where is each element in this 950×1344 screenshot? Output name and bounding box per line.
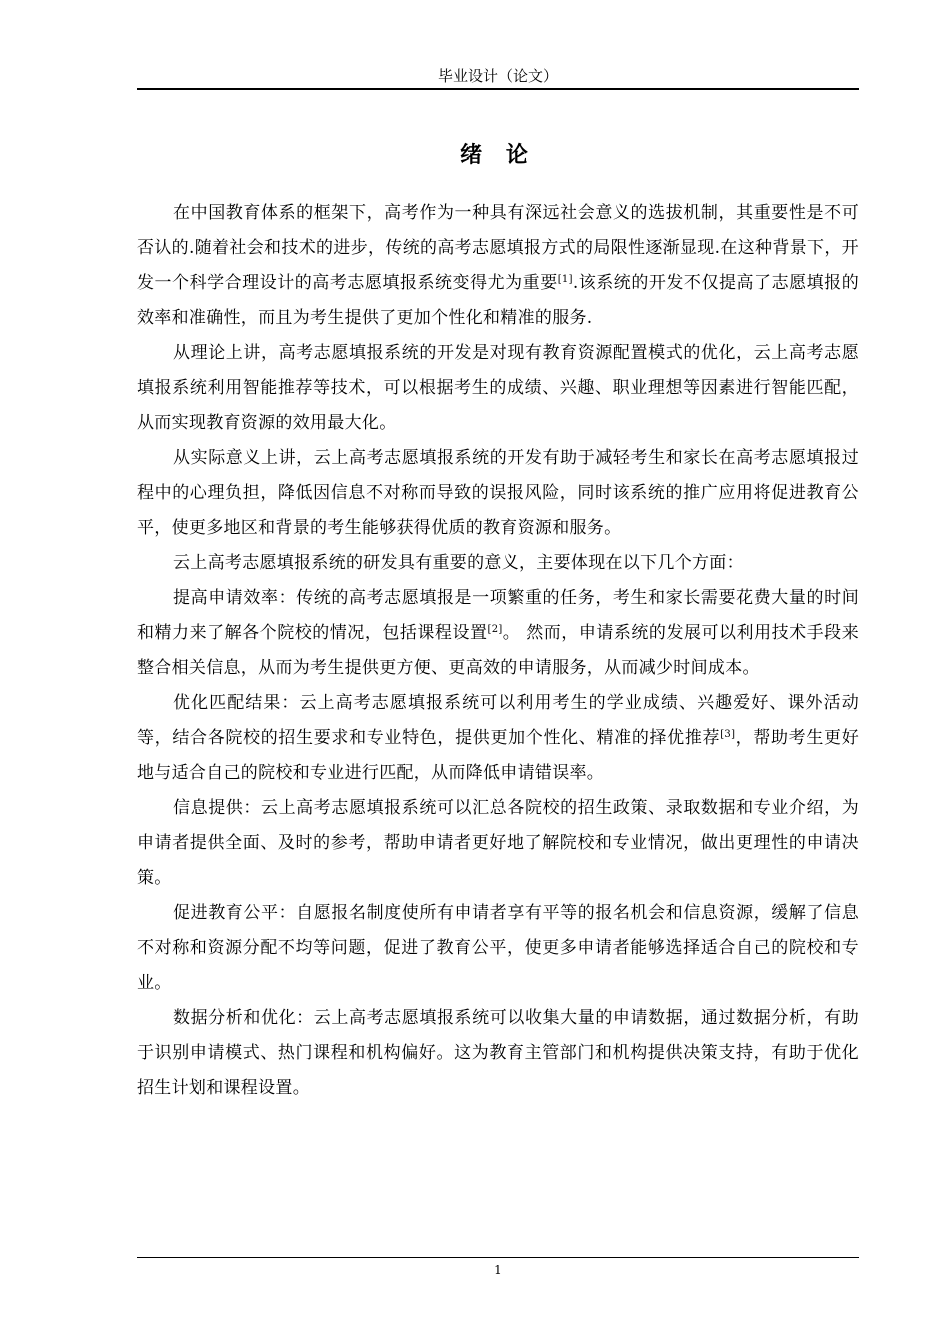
citation-ref[interactable]: [1] xyxy=(557,274,573,285)
page-header: 毕业设计（论文） xyxy=(437,67,558,85)
paragraph-text: ，帮助考生更好地与适合自己的院校和专业进行匹配，从而降低申请错误率。 xyxy=(137,728,859,783)
paragraph-7: 信息提供：云上高考志愿填报系统可以汇总各院校的招生政策、录取数据和专业介绍，为申请者提供全面、及时的参考，帮助申请者更好地了解院校和专业情况，做出更理性的申请决策。 xyxy=(137,798,859,888)
paragraph-3: 从实际意义上讲，云上高考志愿填报系统的开发有助于减轻考生和家长在高考志愿填报过程中的心理负担，降低因信息不对称而导致的误报风险，同时该系统的推广应用将促进教育公平，使更多地区和背景的考生能够获得优质的教育资源和服务。 xyxy=(137,448,859,538)
paragraph-text: .该系统的开发不仅提高了志愿填报的效率和准确性，而且为考生提供了更加个性化和精准的服务. xyxy=(137,273,859,328)
paragraph-8: 促进教育公平：自愿报名制度使所有申请者享有平等的报名机会和信息资源，缓解了信息不对称和资源分配不均等问题，促进了教育公平，使更多申请者能够选择适合自己的院校和专业。 xyxy=(137,903,859,993)
section-title: 绪 论 xyxy=(460,143,536,168)
page-number: 1 xyxy=(494,1263,502,1277)
citation-ref[interactable]: [2] xyxy=(487,624,503,635)
paragraph-9: 数据分析和优化：云上高考志愿填报系统可以收集大量的申请数据，通过数据分析，有助于识别申请模式、热门课程和机构偏好。这为教育主管部门和机构提供决策支持，有助于优化招生计划和课程设置。 xyxy=(137,1008,859,1098)
paragraph-5 xyxy=(137,581,859,686)
body-text xyxy=(137,196,859,1106)
paragraph-4: 云上高考志愿填报系统的研发具有重要的意义，主要体现在以下几个方面： xyxy=(173,553,744,573)
header-rule xyxy=(137,88,859,90)
paragraph-text: 。 然而，申请系统的发展可以利用技术手段来整合相关信息，从而为考生提供更方便、更高效的申请服务，从而减少时间成本。 xyxy=(137,623,860,678)
paragraph-1 xyxy=(137,196,859,336)
footer-rule xyxy=(137,1257,859,1258)
citation-ref[interactable]: [3] xyxy=(720,729,736,740)
paragraph-text: 提高申请效率：传统的高考志愿填报是一项繁重的任务，考生和家长需要花费大量的时间和精力来了解各个院校的情况，包括课程设置 xyxy=(137,588,859,643)
paragraph-2: 从理论上讲，高考志愿填报系统的开发是对现有教育资源配置模式的优化，云上高考志愿填报系统利用智能推荐等技术，可以根据考生的成绩、兴趣、职业理想等因素进行智能匹配，从而实现教育资源的效用最大化。 xyxy=(137,343,859,433)
paragraph-6 xyxy=(137,686,859,791)
paragraph-text: 优化匹配结果：云上高考志愿填报系统可以利用考生的学业成绩、兴趣爱好、课外活动等，结合各院校的招生要求和专业特色，提供更加个性化、精准的择优推荐 xyxy=(137,693,859,748)
paragraph-text: 在中国教育体系的框架下，高考作为一种具有深远社会意义的选拔机制，其重要性是不可否认的.随着社会和技术的进步，传统的高考志愿填报方式的局限性逐渐显现.在这种背景下，开发一个科学合理设计的高考志愿填报系统变得尤为重要 xyxy=(137,203,859,293)
